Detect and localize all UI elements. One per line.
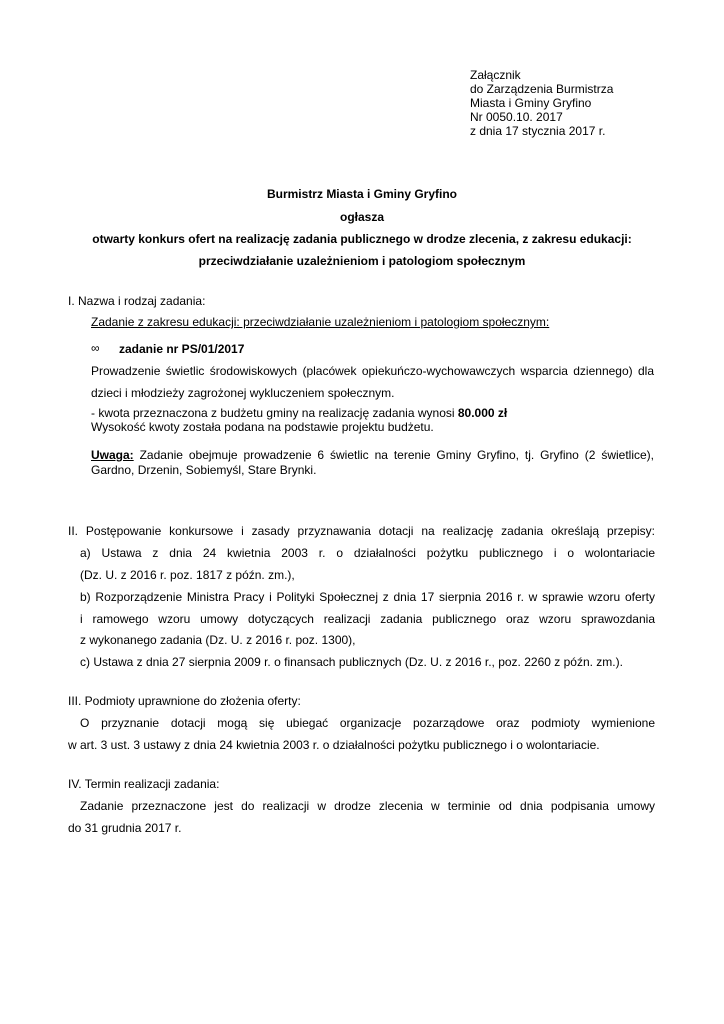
attachment-line: Załącznik	[470, 68, 521, 82]
section3-text: O przyznanie dotacji mogą się ubiegać organizacje pozarządowe oraz podmioty wymienione	[80, 716, 655, 730]
announces-heading: ogłasza	[339, 210, 384, 224]
issuer-heading: Burmistrz Miasta i Gminy Gryfino	[266, 187, 458, 201]
task-description-line: Prowadzenie świetlic środowiskowych (placówek opiekuńczo-wychowawczych wsparcia dziennego) dla	[91, 364, 654, 378]
legal-item-b: z wykonanego zadania (Dz. U. z 2016 r. poz. 1300),	[80, 633, 356, 647]
legal-item-b: b) Rozporządzenie Ministra Pracy i Polityki Społecznej z dnia 17 sierpnia 2016 r. w sprawie wzoru oferty	[80, 590, 655, 604]
competition-title: otwarty konkurs ofert na realizację zadania publicznego w drodze zlecenia, z zakresu edukacji:	[92, 232, 632, 246]
competition-subtitle: przeciwdziałanie uzależnieniom i patologiom społecznym	[198, 254, 526, 268]
note-line	[91, 448, 654, 462]
section4-heading: IV. Termin realizacji zadania:	[68, 777, 220, 791]
section3-heading: III. Podmioty uprawnione do złożenia oferty:	[68, 694, 301, 708]
amount-line	[91, 406, 507, 420]
legal-item-a: (Dz. U. z 2016 r. poz. 1817 z późn. zm.),	[80, 568, 295, 582]
amount-value: 80.000 zł	[457, 406, 508, 420]
note-line: Gardno, Drzenin, Sobiemyśl, Stare Brynki.	[91, 463, 317, 477]
legal-item-c: c) Ustawa z dnia 27 sierpnia 2009 r. o finansach publicznych (Dz. U. z 2016 r., poz. 2260 z późn. zm.).	[80, 655, 623, 669]
task-description-line: dzieci i młodzieży zagrożonej wykluczeniem społecznym.	[91, 386, 395, 400]
section3-text: w art. 3 ust. 3 ustawy z dnia 24 kwietnia 2003 r. o działalności pożytku publicznego i o wolontariacie.	[68, 738, 600, 752]
attachment-line: do Zarządzenia Burmistrza	[470, 82, 614, 96]
section1-heading: I. Nazwa i rodzaj zadania:	[68, 294, 206, 308]
legal-item-b: i ramowego wzoru umowy dotyczących realizacji zadania publicznego oraz wzoru sprawozdania	[80, 612, 655, 626]
task-number: zadanie nr PS/01/2017	[119, 342, 245, 356]
attachment-line: Nr 0050.10. 2017	[470, 110, 563, 124]
section4-text: do 31 grudnia 2017 r.	[68, 821, 182, 835]
note-text: Zadanie obejmuje prowadzenie 6 świetlic na terenie Gminy Gryfino, tj. Gryfino (2 świetlice),	[133, 448, 654, 462]
note-label: Uwaga:	[91, 448, 134, 462]
legal-item-a: a) Ustawa z dnia 24 kwietnia 2003 r. o działalności pożytku publicznego i o wolontariacie	[80, 546, 655, 560]
amount-prefix: - kwota przeznaczona z budżetu gminy na realizację zadania wynosi	[91, 406, 458, 420]
attachment-block	[470, 68, 613, 138]
section1-scope: Zadanie z zakresu edukacji: przeciwdziałanie uzależnieniom i patologiom społecznym:	[91, 315, 550, 329]
amount-note: Wysokość kwoty została podana na podstawie projektu budżetu.	[91, 420, 434, 434]
infinity-bullet-icon: ∞	[91, 341, 100, 355]
section4-text: Zadanie przeznaczone jest do realizacji w drodze zlecenia w terminie od dnia podpisania umowy	[80, 799, 655, 813]
attachment-line: z dnia 17 stycznia 2017 r.	[470, 124, 606, 138]
section2-heading: II. Postępowanie konkursowe i zasady przyznawania dotacji na realizację zadania określają przepisy:	[68, 524, 655, 538]
attachment-line: Miasta i Gminy Gryfino	[470, 96, 592, 110]
